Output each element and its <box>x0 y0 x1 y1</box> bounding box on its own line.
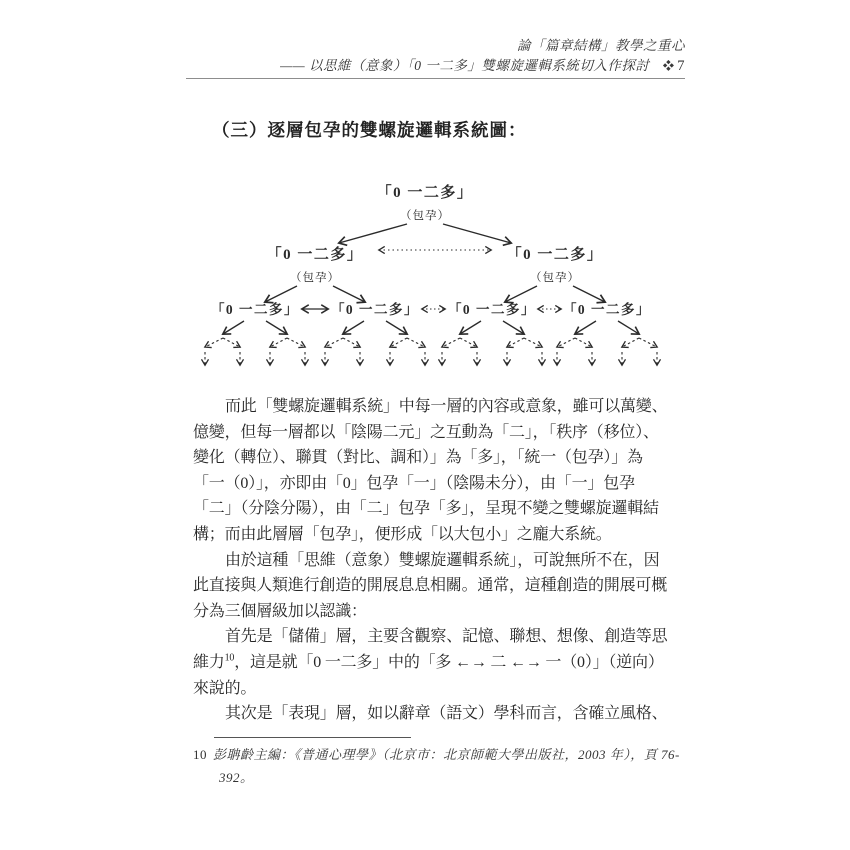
line-segment: ，這是就「0 一二多」中的「多 ←→ 二 ←→ 一（0）」（逆向） <box>234 653 664 671</box>
diagram-node-l3-1: 「0 一二多」 <box>210 302 300 317</box>
footnote-text: 彭聃齡主編：《普通心理學》（北京市：北京師範大學出版社，2003 年），頁 76- <box>213 747 680 762</box>
footnote-separator <box>214 737 411 738</box>
diagram-node-l3-4: 「0 一二多」 <box>562 302 652 317</box>
diagram-embed-label: （包孕） <box>400 210 450 222</box>
diagram-embed-label: （包孕） <box>530 272 580 284</box>
arrow-root-right <box>443 224 511 243</box>
body-text-line: 億變，但每一層都以「陰陽二元」之互動為「二」，「秩序（移位）、 <box>193 423 659 441</box>
header-line-1: 論「篇章結構」教學之重心 <box>517 38 685 53</box>
body-text-line-with-footnote-ref <box>193 650 667 676</box>
body-text-line: 分為三個層級加以認識： <box>193 602 367 620</box>
diagram-node-l2-left: 「0 一二多」 <box>266 247 364 263</box>
arrow-l2r-right <box>573 286 605 302</box>
arrow-l2l-left <box>265 286 297 302</box>
body-text-line: 其次是「表現」層，如以辭章（語文）學科而言，含確立風格、 <box>225 705 668 723</box>
diagram-node-root: 「0 一二多」 <box>376 185 474 201</box>
body-text <box>193 394 667 727</box>
body-text-line: 來說的。 <box>193 679 257 697</box>
diagram-canvas <box>185 166 690 381</box>
footnote <box>193 744 688 789</box>
body-text-line: 構；而由此層層「包孕」，便形成「以大包小」之龐大系統。 <box>193 525 612 543</box>
arrow-l2l-right <box>333 286 365 302</box>
body-text-line: 此直接與人類進行創造的開展息息相關。通常，這種創造的開展可概 <box>193 577 668 595</box>
header-rule <box>186 78 685 79</box>
body-text-line: 變化（轉位）、聯貫（對比、調和）」為「多」，「統一（包孕）」為 <box>193 449 643 467</box>
body-text-line: 而此「雙螺旋邏輯系統」中每一層的內容或意象，雖可以萬變、 <box>225 398 668 415</box>
body-text-line: 首先是「儲備」層，主要含觀察、記憶、聯想、想像、創造等思 <box>225 628 668 646</box>
diagram-node-l2-right: 「0 一二多」 <box>506 247 604 263</box>
section-title: （三）逐層包孕的雙螺旋邏輯系統圖： <box>212 120 527 140</box>
body-text-line: 「一（0）」，亦即由「0」包孕「一」（陰陽未分），由「一」包孕 <box>193 474 635 492</box>
header-subtitle: —— 以思維（意象）「0 一二多」雙螺旋邏輯系統切入作探討 <box>280 58 650 73</box>
running-header <box>180 36 685 77</box>
diagram-node-l3-2: 「0 一二多」 <box>330 302 420 317</box>
diagram-embed-label: （包孕） <box>290 272 340 284</box>
double-helix-logic-diagram <box>185 166 690 381</box>
header-line-2 <box>180 56 685 77</box>
body-text-line: 由於這種「思維（意象）雙螺旋邏輯系統」，可說無所不在，因 <box>225 551 660 569</box>
line-segment: 維力 <box>193 653 225 671</box>
footnote-reference: 10 <box>224 652 235 664</box>
body-text-line: 「二」（分陰分陽），由「二」包孕「多」，呈現不變之雙螺旋邏輯結 <box>193 500 659 518</box>
arrow-root-left <box>339 224 407 243</box>
footnote-line-1 <box>193 744 688 767</box>
footnote-marker: 10 <box>193 747 207 762</box>
arrow-l2r-left <box>505 286 537 302</box>
footnote-line-2: 392。 <box>219 769 254 785</box>
four-diamond-icon <box>663 57 674 77</box>
diagram-fan-arrows <box>205 321 657 365</box>
diagram-node-l3-3: 「0 一二多」 <box>447 302 537 317</box>
page-number: 7 <box>677 58 685 74</box>
